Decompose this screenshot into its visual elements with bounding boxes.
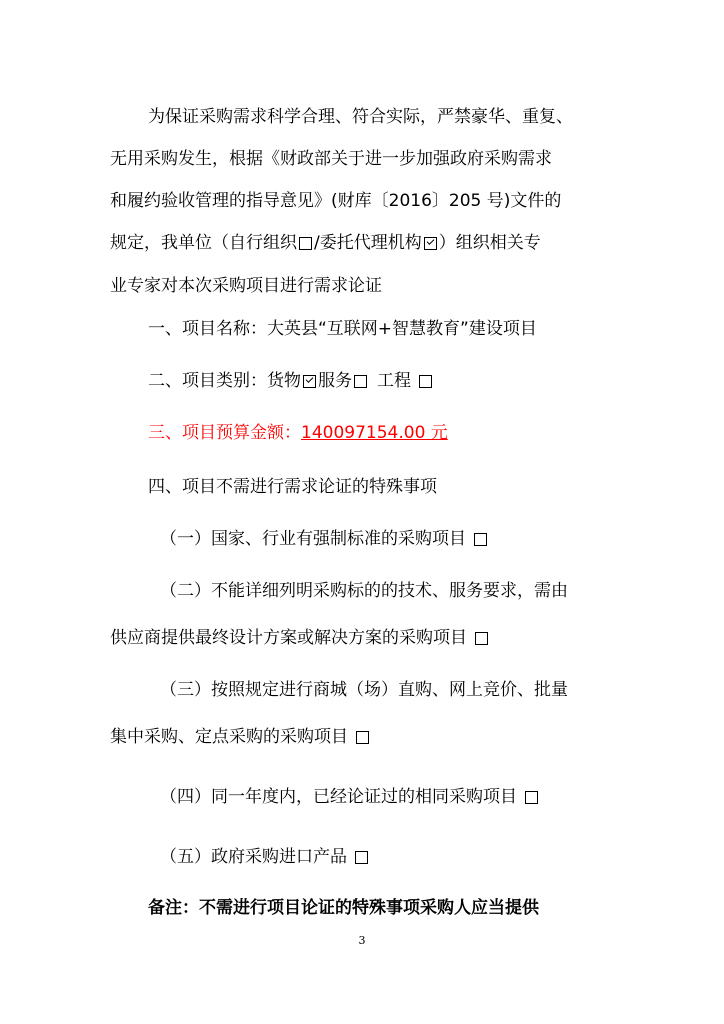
special-5-checkbox[interactable] (355, 851, 368, 864)
paragraph-line-5: 业专家对本次采购项目进行需求论证 (110, 276, 382, 296)
paragraph-line-4-part-a: 规定，我单位（自行组织 (110, 233, 297, 253)
paragraph-line-4-part-b: /委托代理机构 (314, 233, 422, 253)
special-item-2-line-1: （二）不能详细列明采购标的的技术、服务要求，需由 (160, 581, 568, 601)
project-name: 一、项目名称：大英县“互联网+智慧教育”建设项目 (148, 319, 537, 339)
self-organize-checkbox[interactable] (299, 237, 312, 250)
special-item-4 (160, 786, 540, 808)
special-1-checkbox[interactable] (474, 533, 487, 546)
special-heading: 四、项目不需进行需求论证的特殊事项 (148, 477, 437, 497)
special-item-2-text: 供应商提供最终设计方案或解决方案的采购项目 (110, 628, 467, 648)
special-2-checkbox[interactable] (475, 632, 488, 645)
project-budget (148, 422, 448, 444)
special-4-checkbox[interactable] (525, 791, 538, 804)
paragraph-line-1: 为保证采购需求科学合理、符合实际，严禁豪华、重复、 (148, 107, 573, 127)
engineering-checkbox[interactable] (419, 375, 432, 388)
special-3-checkbox[interactable] (356, 731, 369, 744)
special-item-3-line-1: （三）按照规定进行商城（场）直购、网上竞价、批量 (160, 680, 568, 700)
project-type (148, 370, 434, 392)
agency-checkbox[interactable] (424, 237, 437, 250)
type-service-label: 服务 (318, 371, 352, 391)
goods-checkbox[interactable] (303, 375, 316, 388)
special-item-4-text: （四）同一年度内，已经论证过的相同采购项目 (160, 787, 517, 807)
special-item-2-line-2 (110, 627, 490, 649)
special-item-3-text: 集中采购、定点采购的采购项目 (110, 727, 348, 747)
page-number: 3 (358, 934, 366, 947)
service-checkbox[interactable] (354, 375, 367, 388)
project-type-label: 二、项目类别：货物 (148, 371, 301, 391)
paragraph-line-3: 和履约验收管理的指导意见》(财库〔2016〕205 号)文件的 (110, 191, 562, 211)
paragraph-line-2: 无用采购发生，根据《财政部关于进一步加强政府采购需求 (110, 149, 552, 169)
type-engineering-label: 工程 (377, 371, 411, 391)
note-line: 备注：不需进行项目论证的特殊事项采购人应当提供 (148, 898, 539, 918)
special-item-5-text: （五）政府采购进口产品 (160, 847, 347, 867)
special-item-5 (160, 846, 370, 868)
special-item-3-line-2 (110, 726, 371, 748)
budget-value: 140097154.00 元 (301, 423, 448, 443)
special-item-1-text: （一）国家、行业有强制标准的采购项目 (160, 529, 466, 549)
paragraph-line-4-part-c: ）组织相关专 (438, 233, 541, 253)
budget-label: 三、项目预算金额： (148, 423, 301, 443)
paragraph-line-4 (110, 232, 541, 254)
special-item-1 (160, 528, 489, 550)
